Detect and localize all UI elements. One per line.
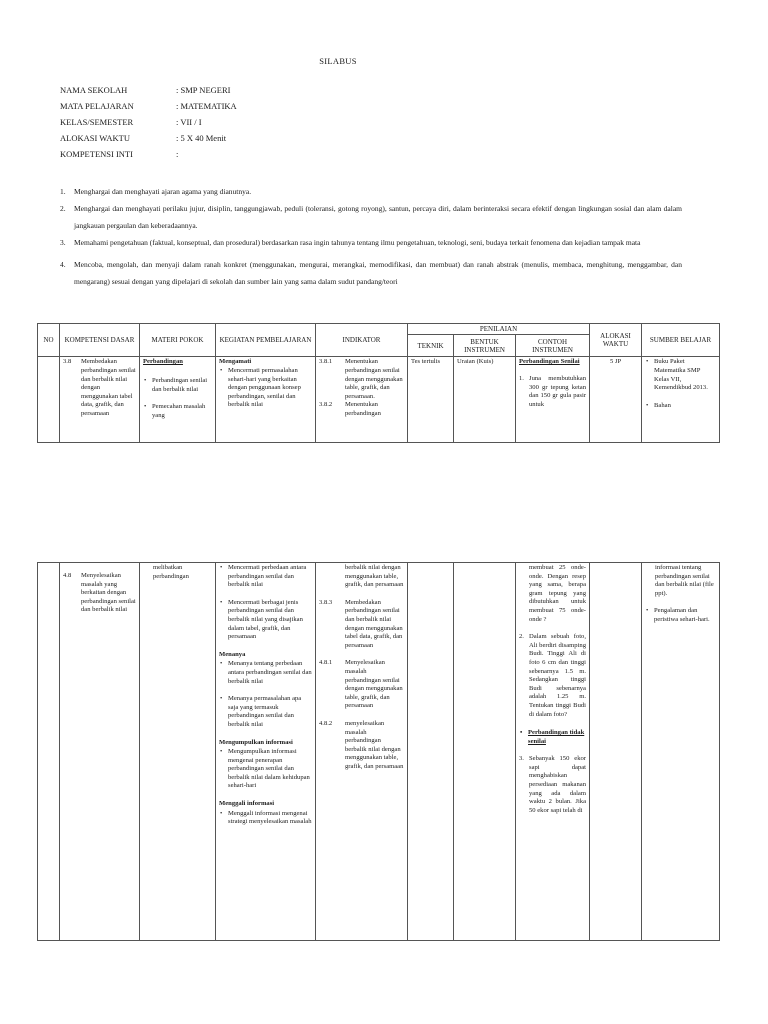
kegiatan-item: • Mencermati berbagai jenis perbandingan senilai dan berbalik nilai yang disajikan dalam tabel, grafik, dan persamaan bbox=[228, 599, 312, 642]
kd-text: Membedakan perbandingan senilai dan berbalik nilai dengan menggunakan tabel data, grafik, dan persamaan bbox=[81, 358, 136, 417]
kd-number: 3.8 bbox=[63, 358, 72, 366]
kegiatan-heading: Menanya bbox=[219, 650, 246, 658]
header-kegiatan: KEGIATAN PEMBELAJARAN bbox=[216, 324, 316, 357]
ki-item bbox=[60, 200, 682, 234]
kegiatan-heading: Menggali informasi bbox=[219, 800, 275, 808]
question-number: 2. bbox=[519, 633, 524, 641]
kegiatan-item: • Mencermati perbedaan antara perbandingan senilai dan berbalik nilai bbox=[228, 564, 312, 590]
cell-contoh bbox=[516, 357, 590, 443]
indikator-number: 4.8.2 bbox=[319, 719, 333, 727]
indikator-number: 3.8.3 bbox=[319, 598, 333, 606]
cell-kegiatan bbox=[216, 563, 316, 941]
info-value: : MATEMATIKA bbox=[176, 101, 237, 111]
indikator-continuation: berbalik nilai dengan menggunakan table, grafik, dan persamaan bbox=[345, 564, 404, 589]
ki-item bbox=[60, 183, 682, 200]
kegiatan-heading: Mengamati bbox=[219, 358, 252, 366]
kegiatan-item: • Mengumpulkan informasi mengenai penerapan perbandingan senilai dan berbalik nilai dalam kehidupan sehari-hari bbox=[228, 748, 312, 791]
cell-bentuk bbox=[454, 563, 516, 941]
cell-materi-pokok bbox=[140, 357, 216, 443]
cell-kompetensi-dasar bbox=[60, 563, 140, 941]
question-number: 3. bbox=[519, 755, 524, 763]
ki-text: Mencoba, mengolah, dan menyaji dalam ranah konkret (menggunakan, mengurai, merangkai, memodifikasi, dan membuat) dan ranah abstrak (menulis, membaca, menghitung, menggambar, dan mengarang) sesuai dengan yang dipelajari di sekolah dan sumber lain yang sama dalam sudut pandang/teori bbox=[74, 260, 682, 286]
info-value: : bbox=[176, 149, 179, 159]
info-row bbox=[60, 149, 237, 165]
cell-indikator bbox=[316, 563, 408, 941]
materi-continuation: melibatkan perbandingan bbox=[153, 564, 189, 580]
info-row bbox=[60, 133, 237, 149]
cell-contoh bbox=[516, 563, 590, 941]
cell-alokasi bbox=[590, 563, 642, 941]
ki-number: 4. bbox=[60, 260, 66, 269]
indikator-number: 4.8.1 bbox=[319, 659, 333, 667]
cell-bentuk: Uraian (Kuis) bbox=[454, 357, 516, 443]
cell-indikator bbox=[316, 357, 408, 443]
cell-kegiatan bbox=[216, 357, 316, 443]
kegiatan-item: • Menanya tentang perbedaan antara perbandingan senilai dan berbalik nilai bbox=[228, 660, 312, 686]
cell-no bbox=[38, 357, 60, 443]
header-alokasi-waktu: ALOKASI WAKTU bbox=[590, 324, 642, 357]
page-title: SILABUS bbox=[319, 56, 357, 66]
info-value: : SMP NEGERI bbox=[176, 85, 231, 95]
kegiatan-heading: Mengumpulkan informasi bbox=[219, 738, 293, 746]
header-sumber-belajar: SUMBER BELAJAR bbox=[642, 324, 720, 357]
info-label: MATA PELAJARAN bbox=[60, 101, 134, 111]
kd-number: 4.8 bbox=[63, 572, 72, 579]
ki-item bbox=[60, 256, 682, 290]
header-teknik: TEKNIK bbox=[408, 335, 454, 357]
ki-item bbox=[60, 234, 682, 251]
ki-number: 1. bbox=[60, 187, 66, 196]
indikator-text: Membedakan perbandingan senilai dan berbalik nilai dengan menggunakan tabel data, grafik, dan persamaan bbox=[345, 598, 403, 649]
indikator-number: 3.8.1 bbox=[319, 358, 333, 366]
cell-alokasi: 5 JP bbox=[590, 357, 642, 443]
syllabus-table-bottom bbox=[37, 562, 720, 941]
sumber-continuation: informasi tentang perbandingan senilai dan berbalik nilai (file ppt). bbox=[655, 564, 714, 597]
kegiatan-item: • Menanya permasalahan apa saja yang termasuk perbandingan senilai dan berbalik nilai bbox=[228, 695, 312, 729]
cell-teknik bbox=[408, 563, 454, 941]
school-info bbox=[60, 85, 237, 165]
materi-item: • Perbandingan senilai dan berbalik nilai bbox=[152, 377, 212, 394]
contoh-heading: Perbandingan Senilai bbox=[519, 358, 580, 366]
info-row bbox=[60, 101, 237, 117]
sumber-item: • Buku Paket Matematika SMP Kelas VII, Kemendikbud 2013. bbox=[654, 358, 716, 392]
indikator-number: 3.8.2 bbox=[319, 401, 333, 409]
header-kompetensi-dasar: KOMPETENSI DASAR bbox=[60, 324, 140, 357]
ki-text: Memahami pengetahuan (faktual, konseptual, dan prosedural) berdasarkan rasa ingin tahunya tentang ilmu pengetahuan, teknologi, seni, budaya terkait fenomena dan kejadian tampak mata bbox=[74, 238, 641, 247]
ki-number: 2. bbox=[60, 204, 66, 213]
ki-number: 3. bbox=[60, 238, 66, 247]
indikator-text: Menyelesaikan masalah perbandingan senilai dengan menggunakan table, grafik, dan persamaan bbox=[345, 659, 403, 710]
header-contoh-instrumen: CONTOH INSTRUMEN bbox=[516, 335, 590, 357]
ki-text: Menghargai dan menghayati perilaku jujur, disiplin, tanggungjawab, peduli (toleransi, gotong royong), santun, percaya diri, dalam berinteraksi secara efektif dengan lingkungan sosial dan alam dalam jangkauan pergaulan dan keberadaannya. bbox=[74, 204, 682, 230]
question-text: Juna membutuhkan 300 gr tepung ketan dan 150 gr gula pasir untuk bbox=[529, 375, 587, 408]
sumber-item: • Pengalaman dan peristiwa sehari-hari. bbox=[654, 607, 716, 624]
indikator-text: menyelesaikan masalah perbandingan berbalik nilai dengan menggunakan table, grafik, dan persamaan bbox=[345, 719, 404, 770]
info-value: : VII / I bbox=[176, 117, 202, 127]
cell-materi-pokok bbox=[140, 563, 216, 941]
header-no: NO bbox=[38, 324, 60, 357]
header-indikator: INDIKATOR bbox=[316, 324, 408, 357]
info-label: KELAS/SEMESTER bbox=[60, 117, 134, 127]
kd-text: Menyelesaikan masalah yang berkaitan dengan perbandingan senilai dan berbalik nilai bbox=[81, 572, 136, 614]
info-row bbox=[60, 117, 237, 133]
kegiatan-item: • Mencermati permasalahan sehari-hari yang berkaitan dengan penggunaan konsep perbandingan, senilai dan berbalik nilai bbox=[228, 367, 312, 410]
question-text: Sebanyak 150 ekor sapi dapat menghabiskan persediaan makanan yang ada dalam waktu 2 bulan. Jika 50 ekor sapi telah di bbox=[529, 755, 586, 814]
indikator-text: Menentukan perbandingan bbox=[345, 401, 381, 417]
syllabus-table-top bbox=[37, 323, 720, 443]
info-row bbox=[60, 85, 237, 101]
cell-no bbox=[38, 563, 60, 941]
kompetensi-inti-list bbox=[60, 183, 682, 290]
kegiatan-item: • Menggali informasi mengenai strategi menyelesaikan masalah bbox=[228, 810, 312, 827]
info-label: KOMPETENSI INTI bbox=[60, 149, 133, 159]
info-value: : 5 X 40 Menit bbox=[176, 133, 227, 143]
header-bentuk-instrumen: BENTUK INSTRUMEN bbox=[454, 335, 516, 357]
question-number: 1. bbox=[519, 375, 524, 382]
cell-kompetensi-dasar bbox=[60, 357, 140, 443]
materi-item: • Pemecahan masalah yang bbox=[152, 403, 212, 420]
cell-sumber bbox=[642, 563, 720, 941]
header-materi-pokok: MATERI POKOK bbox=[140, 324, 216, 357]
ki-text: Menghargai dan menghayati ajaran agama yang dianutnya. bbox=[74, 187, 252, 196]
cell-teknik: Tes tertulis bbox=[408, 357, 454, 443]
contoh-heading: • Perbandingan tidak senilai bbox=[528, 729, 586, 746]
cell-sumber bbox=[642, 357, 720, 443]
question-continuation: membuat 25 onde-onde. Dengan resep yang sama, berapa gram tepung yang dibutuhkan untuk membuat 75 onde-onde ? bbox=[529, 564, 586, 623]
sumber-item: • Bahan bbox=[654, 402, 716, 411]
indikator-text: Menentukan perbandingan senilai dengan menggunakan table, grafik, dan persamaan. bbox=[345, 358, 403, 400]
info-label: ALOKASI WAKTU bbox=[60, 133, 130, 143]
question-text: Dalam sebuah foto, Ali berdiri disamping Budi. Tinggi Ali di foto 6 cm dan tinggi sebenarnya 1.5 m. Sedangkan tinggi Budi sebenarnya adalah 1.25 m. Tentukan tinggi Budi di dalam foto? bbox=[529, 633, 586, 718]
header-penilaian: PENILAIAN bbox=[408, 324, 590, 335]
info-label: NAMA SEKOLAH bbox=[60, 85, 128, 95]
materi-title: Perbandingan bbox=[143, 358, 183, 366]
